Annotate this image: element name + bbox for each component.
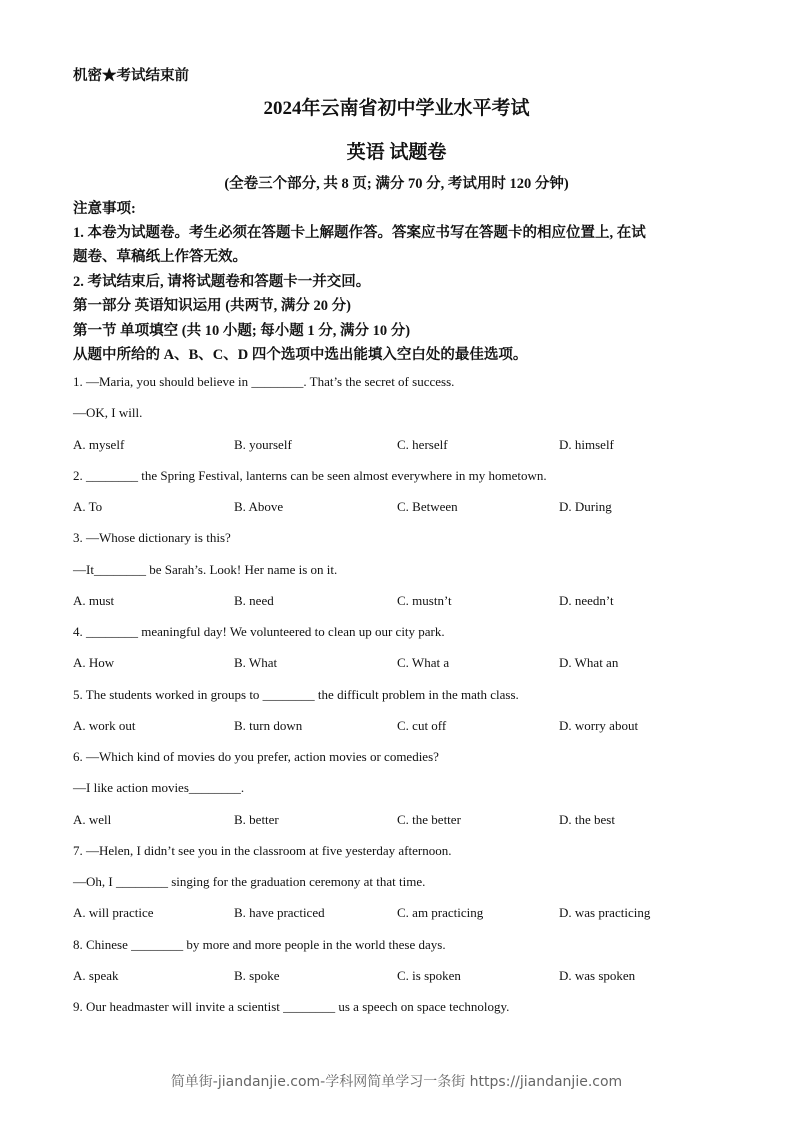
question-4-option: C. What a xyxy=(397,655,450,671)
question-4-option: A. How xyxy=(73,655,115,671)
question-3-stem: —It________ be Sarah’s. Look! Her name is on it. xyxy=(73,561,338,577)
question-6-option: A. well xyxy=(73,811,112,827)
page-subtitle: 英语 试题卷 xyxy=(346,142,447,163)
question-3-option: B. need xyxy=(234,592,274,608)
question-6-stem: —I like action movies________. xyxy=(73,780,245,796)
question-8-option: A. speak xyxy=(73,967,119,983)
question-2-stem: 2. ________ the Spring Festival, lanterns can be seen almost everywhere in my hometown. xyxy=(73,467,547,483)
question-5-option: D. worry about xyxy=(559,717,639,733)
question-4-option: D. What an xyxy=(559,655,619,671)
question-8-stem: 8. Chinese ________ by more and more people in the world these days. xyxy=(73,936,446,952)
question-1-option: A. myself xyxy=(73,436,125,452)
question-3-option: C. mustn’t xyxy=(397,592,452,608)
note-line: 2. 考试结束后, 请将试题卷和答题卡一并交回。 xyxy=(73,274,371,290)
part-heading: 第一部分 英语知识运用 (共两节, 满分 20 分) xyxy=(73,298,351,314)
note-line: 1. 本卷为试题卷。考生必须在答题卡上解题作答。答案应书写在答题卡的相应位置上, 在试 xyxy=(73,225,646,241)
question-2-option: A. To xyxy=(73,499,103,514)
section-heading: 第一节 单项填空 (共 10 小题; 每小题 1 分, 满分 10 分) xyxy=(73,323,411,339)
question-6-option: B. better xyxy=(234,811,279,827)
notes-heading: 注意事项: xyxy=(73,201,136,217)
question-1-stem: —OK, I will. xyxy=(73,405,143,421)
question-7-option: B. have practiced xyxy=(234,905,325,921)
question-8-option: C. is spoken xyxy=(397,967,461,983)
question-2-option: B. Above xyxy=(234,499,284,514)
exam-info: (全卷三个部分, 共 8 页; 满分 70 分, 考试用时 120 分钟) xyxy=(224,176,569,192)
question-5-option: B. turn down xyxy=(234,717,303,733)
question-9-stem: 9. Our headmaster will invite a scientist ________ us a speech on space technology. xyxy=(73,999,510,1014)
question-7-option: A. will practice xyxy=(73,905,154,921)
question-6-stem: 6. —Which kind of movies do you prefer, action movies or comedies? xyxy=(73,749,439,764)
footer-watermark: 简单街-jiandanjie.com-学科网简单学习一条街 https://jiandanjie.com xyxy=(170,1074,623,1090)
question-7-stem: —Oh, I ________ singing for the graduation ceremony at that time. xyxy=(73,874,426,889)
question-8-option: B. spoke xyxy=(234,967,280,983)
question-3-option: D. needn’t xyxy=(559,592,614,608)
question-2-option: C. Between xyxy=(397,499,458,514)
question-5-option: A. work out xyxy=(73,717,136,733)
confidential-label: 机密★考试结束前 xyxy=(73,68,189,84)
question-1-stem: 1. —Maria, you should believe in ________. That’s the secret of success. xyxy=(73,374,455,389)
instructions: 从题中所给的 A、B、C、D 四个选项中选出能填入空白处的最佳选项。 xyxy=(73,347,528,363)
question-1-option: B. yourself xyxy=(234,436,292,452)
question-7-option: D. was practicing xyxy=(559,905,651,921)
note-line: 题卷、草稿纸上作答无效。 xyxy=(73,249,247,265)
question-6-option: D. the best xyxy=(559,811,615,827)
question-8-option: D. was spoken xyxy=(559,967,636,983)
question-3-stem: 3. —Whose dictionary is this? xyxy=(73,530,231,546)
question-2-option: D. During xyxy=(559,499,612,514)
question-3-option: A. must xyxy=(73,592,115,608)
question-1-option: C. herself xyxy=(397,436,448,452)
question-1-option: D. himself xyxy=(559,436,614,452)
question-5-option: C. cut off xyxy=(397,717,447,733)
question-4-stem: 4. ________ meaningful day! We volunteered to clean up our city park. xyxy=(73,624,445,639)
question-7-option: C. am practicing xyxy=(397,905,484,921)
question-5-stem: 5. The students worked in groups to ________ the difficult problem in the math class. xyxy=(73,686,519,702)
question-4-option: B. What xyxy=(234,655,278,671)
page-title: 2024年云南省初中学业水平考试 xyxy=(263,98,530,119)
question-6-option: C. the better xyxy=(397,811,461,827)
question-7-stem: 7. —Helen, I didn’t see you in the classroom at five yesterday afternoon. xyxy=(73,842,452,858)
